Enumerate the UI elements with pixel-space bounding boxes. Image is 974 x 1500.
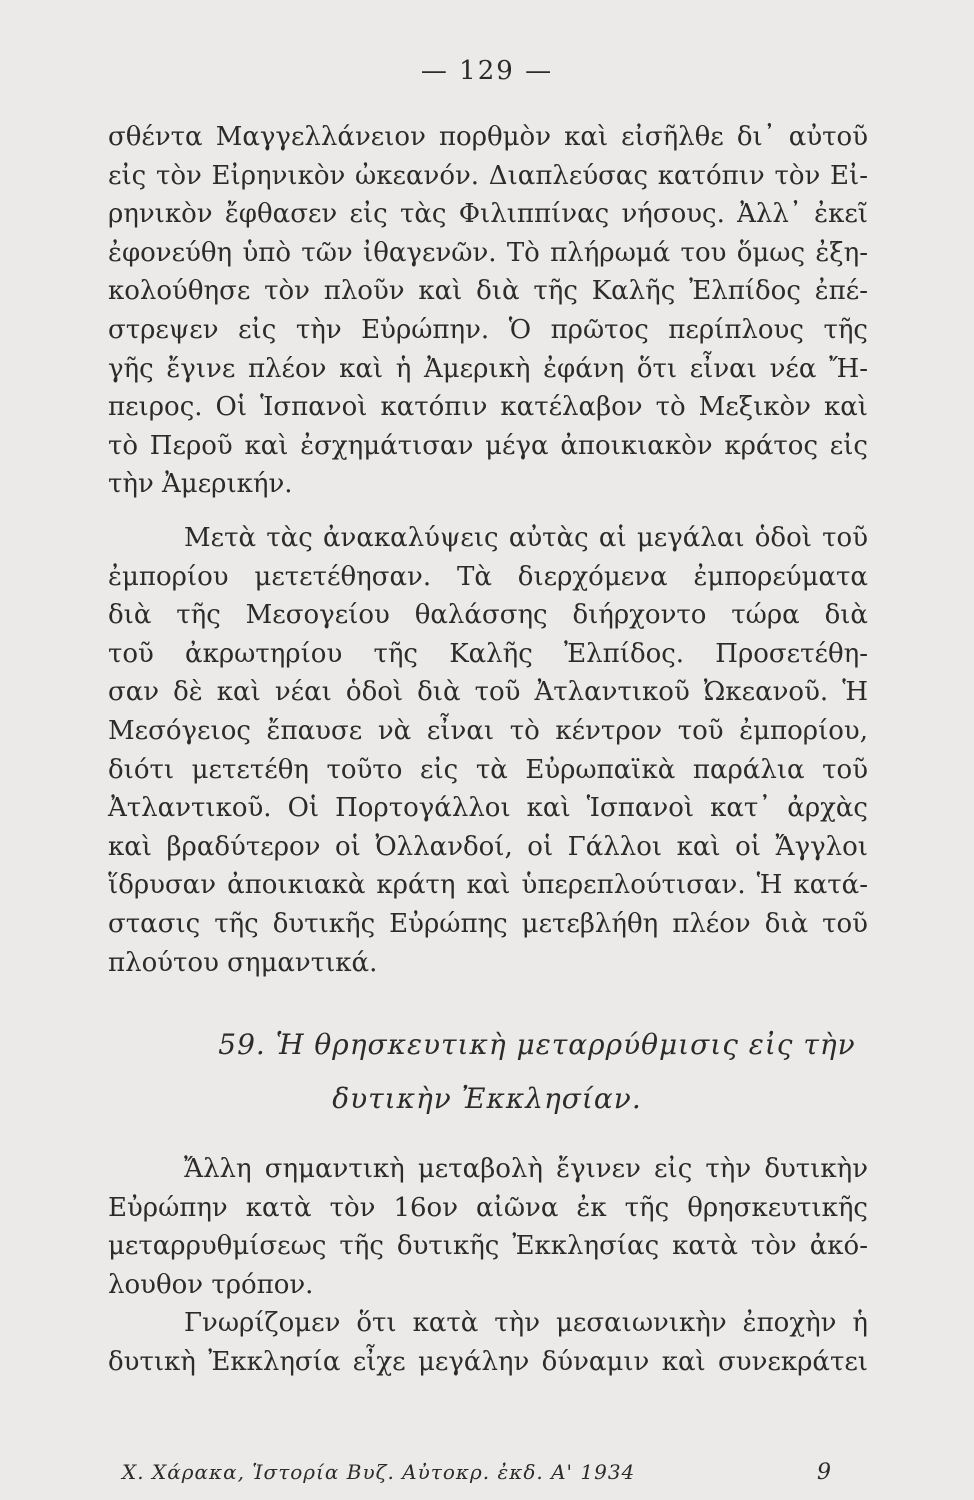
text-line: στασις τῆς δυτικῆς Εὐρώπης μετεβλήθη πλέον διὰ τοῦ	[108, 908, 868, 939]
text-line: καὶ βραδύτερον οἱ Ὀλλανδοί, οἱ Γάλλοι καὶ οἱ Ἄγγλοι	[108, 831, 868, 862]
footer-signature: 9	[817, 1460, 832, 1485]
paragraph-reformation-intro	[108, 1150, 868, 1304]
text-line: στρεψεν εἰς τὴν Εὐρώπην. Ὁ πρῶτος περίπλους τῆς	[108, 314, 868, 345]
text-line: σθέντα Μαγγελλάνειον πορθμὸν καὶ εἰσῆλθε δι᾽ αὐτοῦ	[108, 122, 868, 152]
text-line: Γνωρίζομεν ὅτι κατὰ τὴν μεσαιωνικὴν ἐποχὴν ἡ	[184, 1308, 868, 1338]
text-line: πειρος. Οἱ Ἱσπανοὶ κατόπιν κατέλαβον τὸ Μεξικὸν καὶ	[108, 392, 868, 423]
paragraph-trade-routes	[108, 519, 868, 982]
text-line: λουθον τρόπον.	[108, 1269, 314, 1300]
text-line: ἐφονεύθη ὑπὸ τῶν ἰθαγενῶν. Τὸ πλήρωμά του ὅμως ἐξη-	[108, 237, 868, 268]
text-line: Ἀτλαντικοῦ. Οἱ Πορτογάλλοι καὶ Ἱσπανοὶ κατ᾽ ἀρχὰς	[108, 793, 868, 824]
text-line: τοῦ ἀκρωτηρίου τῆς Καλῆς Ἐλπίδος. Προσετέθη-	[108, 638, 868, 669]
paragraph-magellan	[108, 118, 868, 504]
section-heading-line-2: δυτικὴν Ἐκκλησίαν.	[332, 1082, 642, 1115]
text-line: μεταρρυθμίσεως τῆς δυτικῆς Ἐκκλησίας κατὰ τὸν ἀκό-	[108, 1231, 868, 1262]
page-number: — 129 —	[420, 56, 554, 86]
text-line: διὰ τῆς Μεσογείου θαλάσσης διήρχοντο τώρα διὰ	[108, 600, 868, 631]
text-line: ἐμπορίου μετετέθησαν. Τὰ διερχόμενα ἐμπορεύματα	[108, 561, 868, 592]
text-line: γῆς ἔγινε πλέον καὶ ἡ Ἀμερικὴ ἐφάνη ὅτι εἶναι νέα Ἤ-	[108, 353, 868, 384]
text-line: Μεσόγειος ἔπαυσε νὰ εἶναι τὸ κέντρον τοῦ ἐμπορίου,	[108, 715, 868, 746]
text-line: ἵδρυσαν ἀποικιακὰ κράτη καὶ ὑπερεπλούτισαν. Ἡ κατά-	[108, 870, 868, 901]
text-line: κολούθησε τὸν πλοῦν καὶ διὰ τῆς Καλῆς Ἐλπίδος ἐπέ-	[108, 276, 868, 307]
text-line: Εὐρώπην κατὰ τὸν 16ον αἰῶνα ἐκ τῆς θρησκευτικῆς	[108, 1192, 868, 1223]
footer-citation: Χ. Χάρακα, Ἱστορία Βυζ. Αὐτοκρ. ἐκδ. Α' 1934	[122, 1460, 636, 1484]
text-line: δυτικὴ Ἐκκλησία εἶχε μεγάλην δύναμιν καὶ συνεκράτει	[108, 1346, 868, 1377]
text-line: ρηνικὸν ἔφθασεν εἰς τὰς Φιλιππίνας νήσους. Ἀλλ᾽ ἐκεῖ	[108, 199, 868, 230]
text-line: τὸ Περοῦ καὶ ἐσχημάτισαν μέγα ἀποικιακὸν κράτος εἰς	[108, 430, 868, 461]
text-line: Μετὰ τὰς ἀνακαλύψεις αὐτὰς αἱ μεγάλαι ὁδοὶ τοῦ	[184, 523, 868, 553]
text-line: εἰς τὸν Εἰρηνικὸν ὠκεανόν. Διαπλεύσας κατόπιν τὸν Εἰ-	[108, 160, 868, 191]
section-heading-line-1: 59. Ἡ θρησκευτικὴ μεταρρύθμισις εἰς τὴν	[218, 1028, 856, 1061]
text-line: Ἄλλη σημαντικὴ μεταβολὴ ἔγινεν εἰς τὴν δυτικὴν	[184, 1154, 868, 1184]
text-line: διότι μετετέθη τοῦτο εἰς τὰ Εὐρωπαϊκὰ παράλια τοῦ	[108, 754, 868, 785]
page-footer	[122, 1460, 832, 1484]
text-line: πλούτου σημαντικά.	[108, 947, 378, 978]
paragraph-medieval-church	[108, 1304, 868, 1381]
text-line: τὴν Ἀμερικήν.	[108, 469, 293, 500]
text-line: σαν δὲ καὶ νέαι ὁδοὶ διὰ τοῦ Ἀτλαντικοῦ Ὠκεανοῦ. Ἡ	[108, 677, 868, 708]
